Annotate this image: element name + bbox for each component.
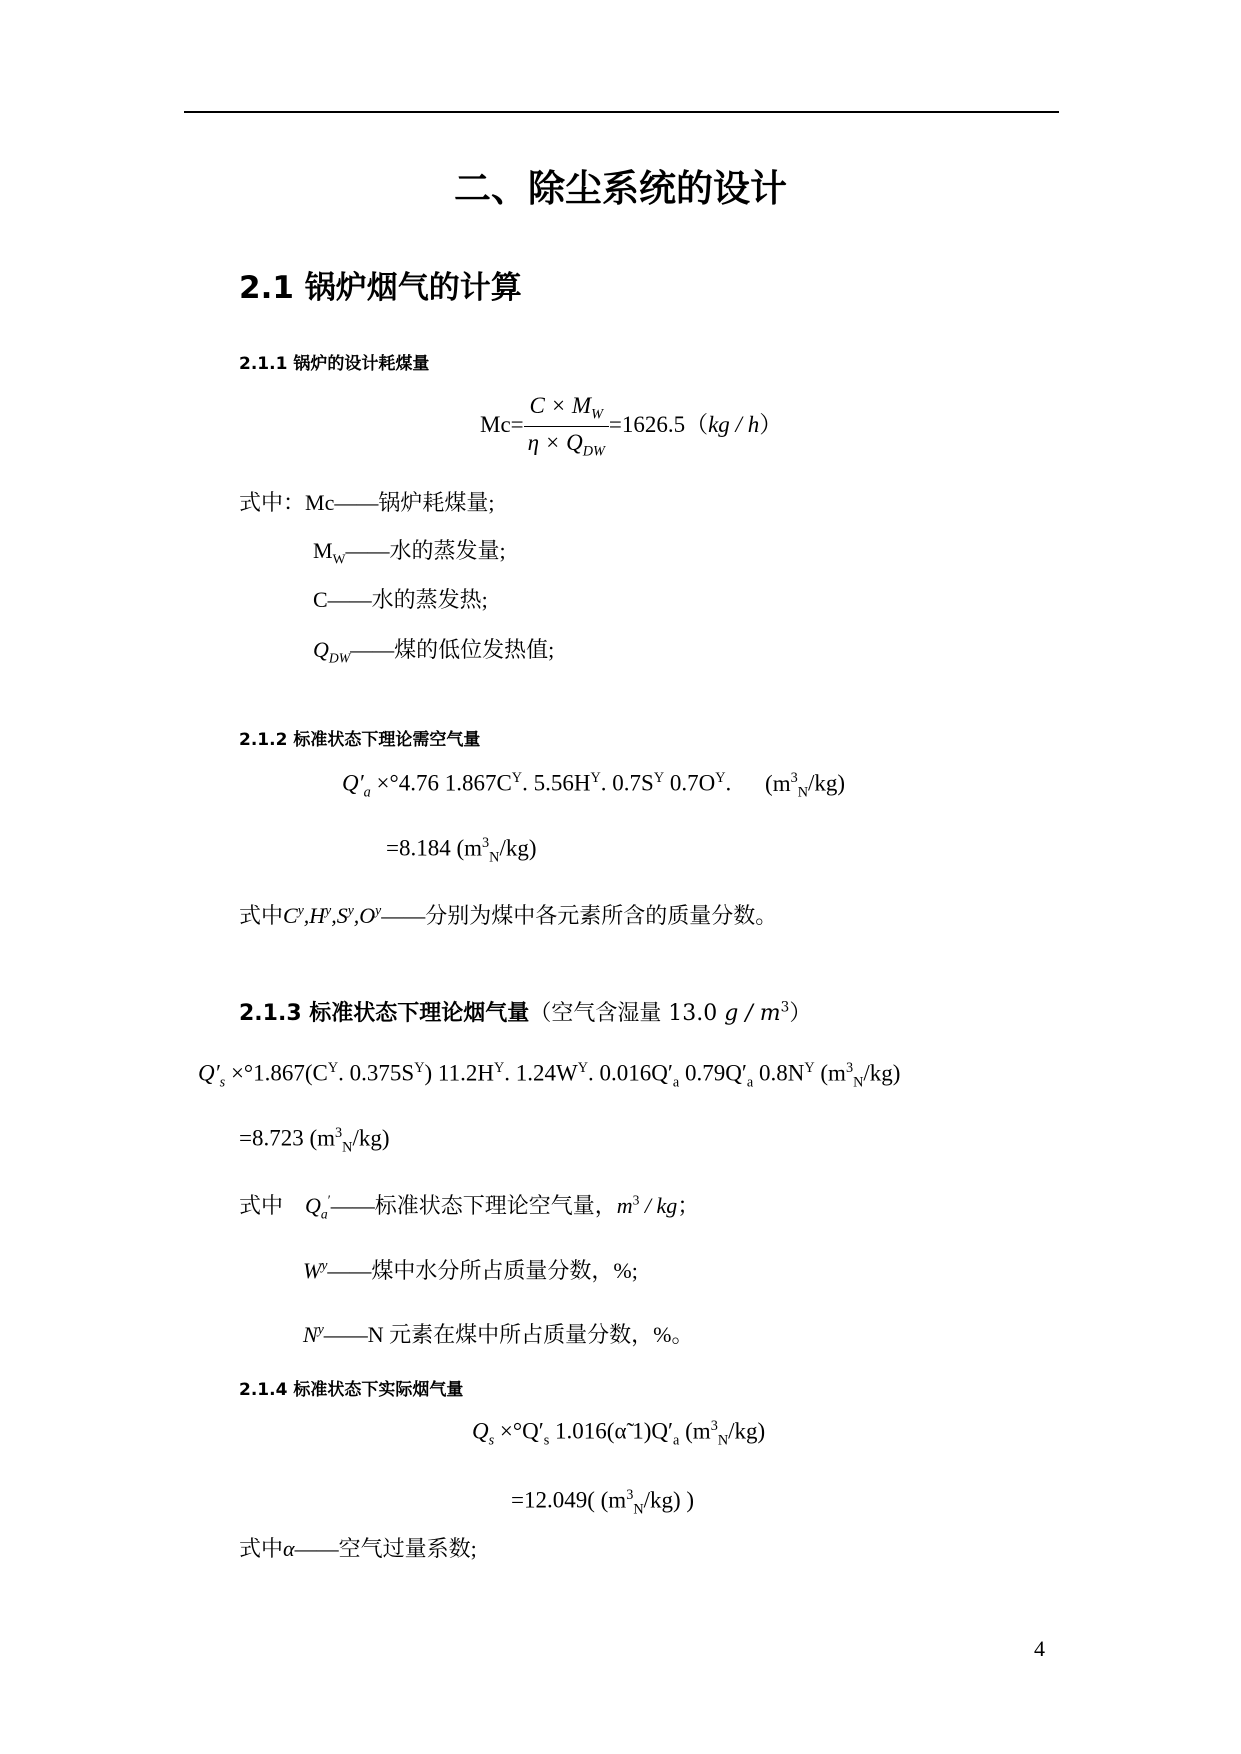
equation-air-result: =8.184 $(m^3_N/kg)$ (386, 835, 537, 866)
heading-2-1-2: 2.1.2 标准状态下理论需空气量 (239, 730, 481, 750)
where-mw: $M_W——$水的蒸发量; (313, 538, 506, 567)
where-w: $W^y——$煤中水分所占质量分数，%; (303, 1257, 638, 1283)
page-number: 4 (1034, 1636, 1045, 1661)
chapter-title: 二、除尘系统的设计 (454, 167, 787, 210)
equation-theoretical-flue-gas: $Q'_s \times^\circ 1.867(C^Y$. $0.375S^Y$) $11.2H^Y$. $1.24W^Y$. $0.016Q'_a$ $0.79Q'_a$ $0.8N^Y$ $(m^3_N/kg)$ (198, 1060, 901, 1091)
where-elements: 式中$C^y,H^y,S^y,O^y——$分别为煤中各元素所含的质量分数。 (239, 902, 778, 928)
where-alpha: 式中α——空气过量系数; (239, 1536, 477, 1561)
where-mc: 式中：Mc——锅炉耗煤量; (239, 490, 495, 515)
equation-actual-result: =12.049( $(m^3_N/kg)$ ) (511, 1487, 695, 1518)
equation-theoretical-air: $Q'_a \times^\circ 4.76$ $1.867C^Y$. $5.56H^Y$. $0.7S^Y$ $0.7O^Y$. $(m^3_N/kg)$ (342, 770, 846, 801)
where-n: $N^y——N$ 元素在煤中所占质量分数，%。 (303, 1321, 694, 1347)
equation-actual-flue-gas: $Q_s \times^\circ Q'_s$ 1.016(α̃ $1)Q'_a$ $(m^3_N/kg)$ (472, 1418, 766, 1449)
heading-2-1-1: 2.1.1 锅炉的设计耗煤量 (239, 354, 430, 374)
header-rule (184, 111, 1059, 113)
heading-2-1-3: 2.1.3 标准状态下理论烟气量（空气含湿量 13.0 g / $m^3$） (239, 999, 812, 1026)
section-title: 2.1 锅炉烟气的计算 (239, 270, 522, 306)
fraction: $\frac{C \times M_W}{\eta \times Q_{DW}}$ (524, 393, 609, 460)
heading-2-1-4: 2.1.4 标准状态下实际烟气量 (239, 1380, 464, 1400)
equation-coal-consumption: Mc= $\frac{C \times M_W}{\eta \times Q_{DW}}$ =1626.5（kg / h） (480, 393, 783, 460)
where-c: C——水的蒸发热; (313, 587, 488, 612)
equation-flue-gas-result: =8.723 $(m^3_N/kg)$ (239, 1125, 390, 1156)
where-qdw: $Q_{DW}——$煤的低位发热值; (313, 637, 555, 666)
where-qa: 式中 $Q_a'——$标准状态下理论空气量，$m^3$ / kg； (239, 1192, 700, 1222)
